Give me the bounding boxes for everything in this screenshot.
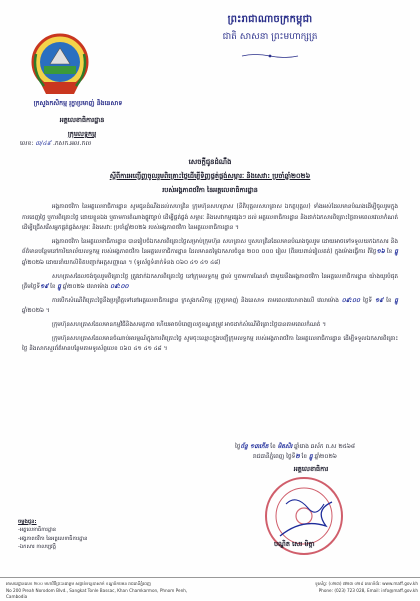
recipient-item: -ឯកសារ កាលប្បវត្តិ bbox=[18, 544, 56, 551]
paragraph-5: ក្រុមហ៊ុនសហគ្រាសដែលមានកម្មវិធីនិងសមត្ថភាព ហើយអាចបំពេញលក្ខខណ្ឌតម្រូវ អាចដាក់សំណើពិគ្រោះថ្លៃបានតាមពេលកំណត់ ។ bbox=[52, 321, 326, 328]
footer-contact bbox=[240, 581, 418, 594]
recipient-item: -អង្គភាពថវិកា នៃអគ្គលេខាធិការដ្ឋាន bbox=[18, 535, 88, 542]
p3-mid: ខែ bbox=[48, 284, 58, 291]
kingdom-heading bbox=[150, 12, 390, 63]
ornament-divider bbox=[240, 53, 300, 59]
footer-address-en: No 200 Preah Norodom Blvd., Sangkat Tonle Bassac, Khan Chamkarmon, Phnom Penh, Cambodia bbox=[6, 587, 188, 600]
paragraph-6: ក្រុមហ៊ុនសហគ្រាសដែលមានចំណាប់អារម្មណ៍ក្នុងការពិគ្រោះថ្លៃ សូមចុះឈ្មោះក្នុងបញ្ជីក្រុមលទ្ធកម្ម របស់អង្គភាពថវិកា នៃអគ្គលេខាធិការដ្ឋាន ដើម្បីទទួលឯកសារពិគ្រោះថ្លៃ និងសាកសួរព័ត៌មានបន្ថែមតាមទូរស័ព្ទលេខ ០៦០ ៤១ ៤១ ៤៨ ។ bbox=[22, 335, 398, 353]
p4-time: ០៩:០០ bbox=[341, 297, 361, 304]
lunar-tail: ឆ្នាំរោង ឆស័ក ព.ស ២៥៦៨ bbox=[292, 444, 356, 450]
date-block bbox=[180, 442, 410, 462]
document-title bbox=[60, 158, 360, 196]
p2-from-day: ១៦ bbox=[376, 249, 385, 256]
p3-year: ឆ្នាំ២០២៦ វេលាម៉ោង bbox=[60, 284, 111, 291]
p4-tail: ឆ្នាំ២០២៦ ។ bbox=[22, 308, 50, 315]
recipients-heading: ចម្លងជូន: bbox=[18, 519, 37, 525]
date-year: ឆ្នាំ២០២៦ bbox=[312, 454, 337, 460]
date-month: ធ្នូ bbox=[308, 454, 313, 460]
department-name: អគ្គលេខាធិការដ្ឋាន bbox=[59, 116, 105, 124]
copy-recipients bbox=[18, 518, 87, 552]
paragraph-3 bbox=[22, 272, 398, 293]
paragraph-4 bbox=[22, 296, 398, 317]
date-month-label: ខែ bbox=[299, 454, 309, 460]
ministry-name: ក្រសួងកសិកម្ម រុក្ខាប្រមាញ់ និងនេសាទ bbox=[33, 100, 123, 107]
reference-number bbox=[20, 139, 91, 148]
footer-contact-en: Phone: (023) 723 028, Email: info@maff.gov.kh bbox=[318, 587, 418, 593]
paragraph-2 bbox=[22, 237, 398, 269]
p2-tail: ឆ្នាំ២០២៦ ដោយនាំយកលិខិតបញ្ជាក់អត្តសញ្ញាណ ។ (ទូរស័ព្ទទំនាក់ទំនង ០៦០ ៤១ ៤១ ៤៨) bbox=[22, 259, 221, 266]
footer-address-kh: អាសយដ្ឋានលេខ ២០០ មហាវិថីព្រះនរោត្តម សង្កាត់ទន្លេបាសាក់ ខណ្ឌចំការមន រាជធានីភ្នំពេញ bbox=[6, 581, 151, 586]
ministry-logo-icon bbox=[30, 32, 90, 100]
document-body bbox=[22, 202, 398, 358]
issuing-office bbox=[22, 116, 142, 140]
date-place: រាជធានីភ្នំពេញ ថ្ងៃទី bbox=[253, 454, 296, 460]
p4-month-label: ខែ bbox=[383, 297, 395, 304]
p2-from-month: ធ្នូ bbox=[394, 249, 399, 256]
ref-number-handwritten: ៣/៤៩ bbox=[35, 140, 52, 147]
p4-text: ការបើកសំណើពិគ្រោះថ្លៃនឹងប្រព្រឹត្តទៅនៅអគ្គលេខាធិការដ្ឋាន ក្រសួងកសិកម្ម រុក្ខាប្រមាញ់ និងនេសាទ តាមពេលវេលាខាងលើ វេលាម៉ោង bbox=[52, 297, 342, 304]
title-line-2: ស្ដីពីការអញ្ជើញចូលរួមពិគ្រោះថ្លៃដើម្បីទិញផ្គត់ផ្គង់សម្ភារៈ និងសេវា: ប្រចាំឆ្នាំ២០២៦ bbox=[109, 172, 311, 180]
p4-day: ១៩ bbox=[374, 297, 384, 304]
p4-day-label: ថ្ងៃទី bbox=[360, 297, 375, 304]
signatory-position: អគ្គលេខាធិការ bbox=[293, 465, 329, 473]
recipient-item: -អគ្គលេខាធិការដ្ឋាន bbox=[18, 527, 57, 534]
title-line-1: សេចក្ដីជូនដំណឹង bbox=[188, 158, 232, 166]
office-name: ក្រុមលទ្ធកម្ម bbox=[67, 130, 97, 138]
kingdom-motto: ជាតិ សាសនា ព្រះមហាក្សត្រ bbox=[222, 32, 318, 42]
footer-address bbox=[6, 581, 206, 601]
ref-suffix: .កសក.អល.កល bbox=[52, 140, 92, 147]
p3-day: ១៩ bbox=[39, 284, 49, 291]
date-day: ២ bbox=[295, 454, 300, 460]
p3-month: ធ្នូ bbox=[57, 284, 61, 291]
p3-time: ០៩:០០ bbox=[110, 284, 129, 291]
p2-mid: ខែ bbox=[384, 249, 395, 256]
lunar-date bbox=[180, 442, 410, 452]
lunar-month: មិគសិរ bbox=[277, 444, 293, 450]
title-line-3: របស់អង្គភាពថវិកា នៃអគ្គលេខាធិការដ្ឋាន bbox=[162, 186, 258, 194]
lunar-prefix: ថ្ងៃ bbox=[234, 444, 241, 450]
ref-label: លេខ: bbox=[20, 140, 34, 147]
footer-contact-kh: ទូរស័ព្ទ: (០២៣) ៧២៣ ០២៨ គេហទំព័រ: www.maff.gov.kh bbox=[315, 581, 418, 586]
kingdom-title: ព្រះរាជាណាចក្រកម្ពុជា bbox=[227, 14, 313, 25]
lunar-day: ច័ន្ទ ១៣កើត bbox=[240, 444, 269, 450]
p3-text: សហគ្រាសដែលចង់ចូលរួមពិគ្រោះថ្លៃ ត្រូវដាក់ឯកសារពិគ្រោះថ្លៃ នៅក្រុមលទ្ធកម្ម ផ្ទាល់ ឬតាមការណែនាំ ជាមួយនឹងអង្គភាពថវិកា នៃអគ្គលេខាធិការដ្ឋាន យ៉ាងយូរបំផុតត្រឹមថ្ងៃទី bbox=[22, 273, 398, 291]
p4-month: ធ្នូ bbox=[394, 297, 398, 304]
p2-text: អង្គភាពថវិកា នៃអគ្គលេខាធិការដ្ឋាន បានរៀបចំឯកសារពិគ្រោះថ្លៃសម្រាប់ក្រុមហ៊ុន សហគ្រាស ឬសហគ្រិនដែលមានបំណងចូលរួម ដោយអាចទៅទទួលយកឯកសារ និងព័ត៌មានបន្ថែមនៅការិយាល័យលទ្ធកម្ម របស់អង្គភាពថវិកា នៃអគ្គលេខាធិការដ្ឋាន ដែលមានតម្លៃឯកសារចំនួន ២០០ ០០០ រៀល (ពីររយពាន់រៀលគត់) ក្នុងម៉ោងធ្វើការ ពីថ្ងៃ bbox=[22, 238, 398, 256]
letterhead-footer bbox=[0, 577, 420, 600]
solar-date bbox=[180, 452, 410, 462]
lunar-mid: ខែ bbox=[268, 444, 278, 450]
paragraph-1: អង្គភាពថវិកា នៃអគ្គលេខាធិការដ្ឋាន សូមជូនដំណឹងដល់សហគ្រិន ក្រុមហ៊ុនសហគ្រាស (នីតិបុគ្គលសហគ្រាស ឯកត្តបុគ្គល) ទាំងអស់ដែលមានបំណងដើម្បីចូលរួមក្នុងការដេញថ្លៃ ឬការពិគ្រោះថ្លៃ ដោយខ្លួនឯង ឬតាមការតំណាងផ្លូវច្បាប់ ដើម្បីផ្គត់ផ្គង់ សម្ភារៈ និងសេវាកម្មផ្សេងៗ ដល់ អគ្គលេខាធិការដ្ឋាន និងដាក់ឯកសារពិគ្រោះថ្លៃតាមពេលវេលាកំណត់ ដើម្បីជ្រើសរើសអ្នកផ្គត់ផ្គង់សម្ភារៈ និងសេវា: ប្រចាំឆ្នាំ២០២៦ របស់អង្គភាពថវិកា នៃអគ្គលេខាធិការដ្ឋាន ។ bbox=[22, 204, 398, 232]
signer-name: បណ្ឌិត សេរ មិត្តា bbox=[274, 540, 315, 548]
